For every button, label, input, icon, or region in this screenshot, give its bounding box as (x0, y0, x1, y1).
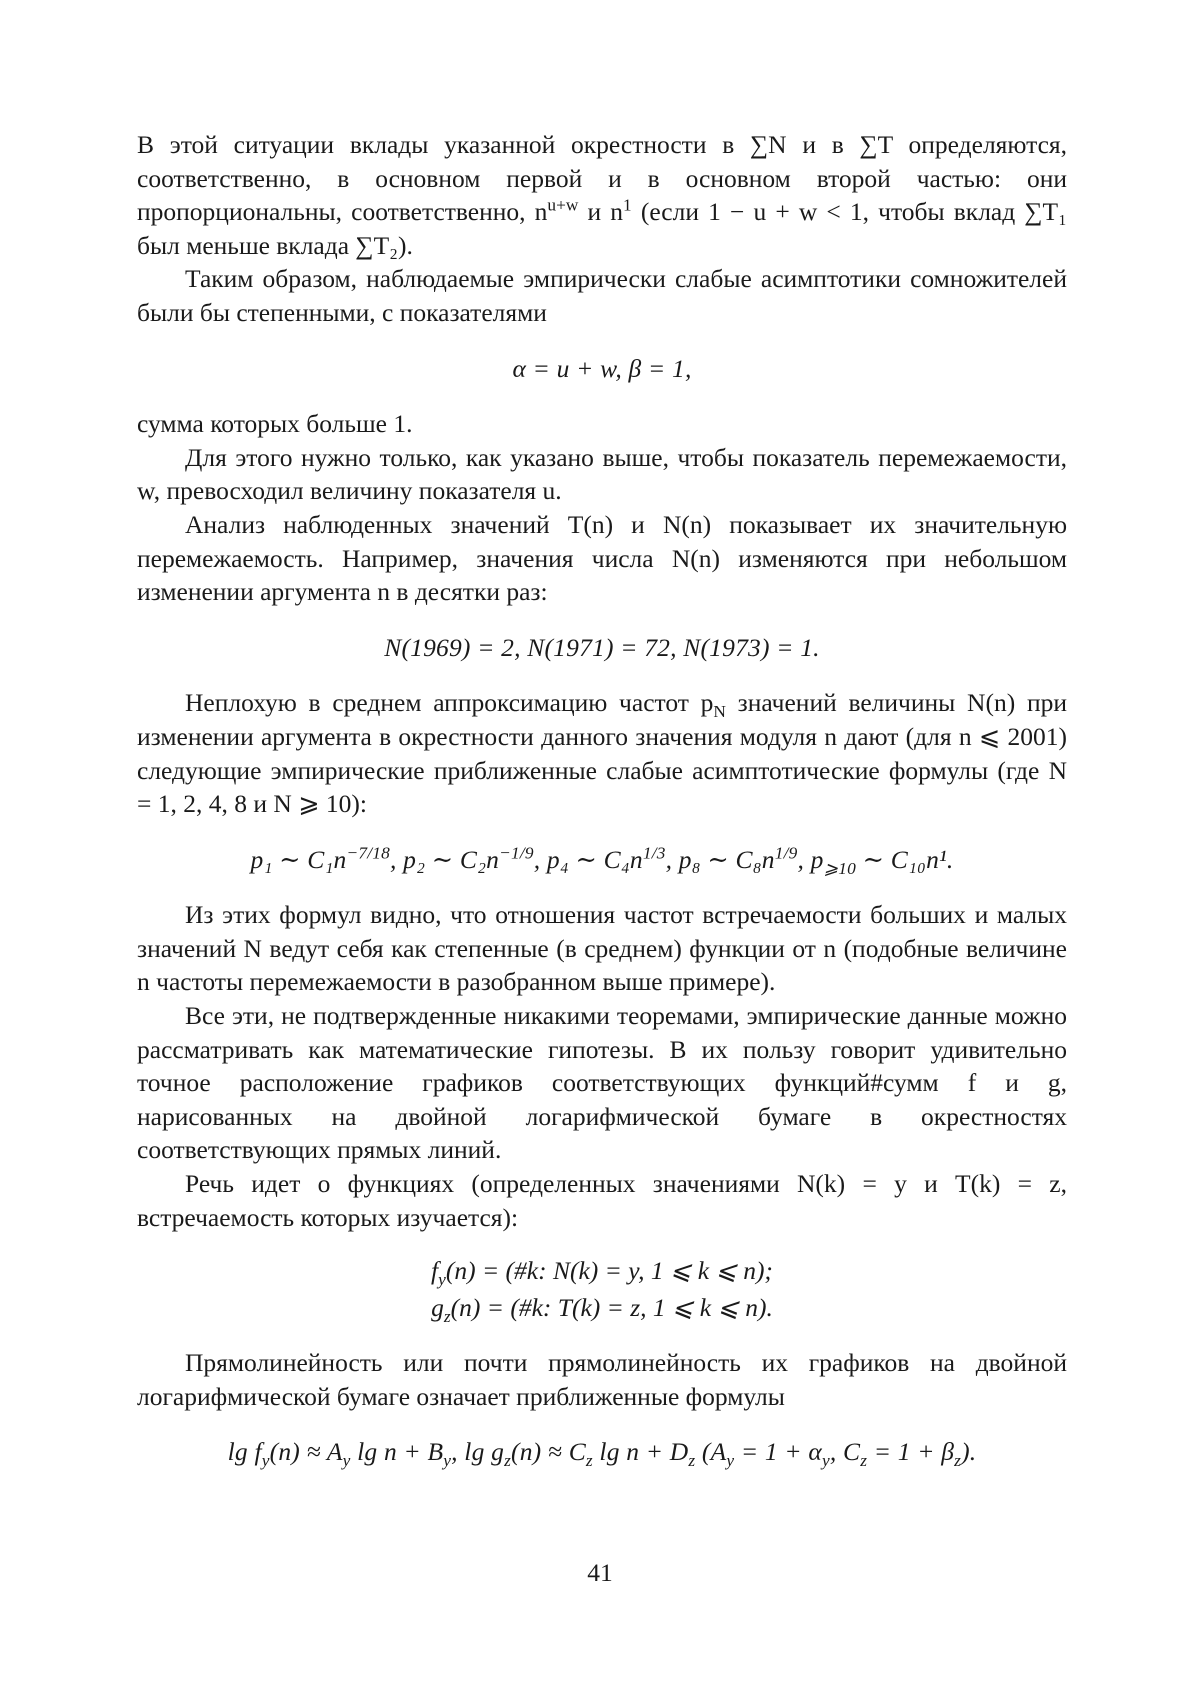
paragraph-6: Неплохую в среднем аппроксимацию частот $p_N$ значений величины N(n) при изменении аргумента в окрестности данного значения модуля n дают (для n ⩽ 2001) следующие эмпирические приближенные слабые асимптотические формулы (где N = 1, 2, 4, 8 и N ⩾ 10): (137, 688, 1067, 819)
page-number: 41 (587, 1558, 613, 1587)
paragraph-2: Таким образом, наблюдаемые эмпирически слабые асимптотики сомножителей были бы степенными, с показателями (137, 264, 1067, 327)
paragraph-1: В этой ситуации вклады указанной окрестности в ∑N и в ∑T определяются, соответственно, в основном первой и в основном второй частью: они пропорциональны, соответственно, $n^{u+w}$ и $n^1$ (если 1 − u + w < 1, чтобы вклад ∑T₁ был меньше вклада ∑T₂). (137, 130, 1067, 260)
paragraph-5: Анализ наблюденных значений T(n) и N(n) показывает их значительную перемежаемость. Например, значения числа N(n) изменяются при небольшом изменении аргумента n в десятки раз: (137, 509, 1067, 607)
equation-functions (137, 1252, 1067, 1326)
paragraph-7: Из этих формул видно, что отношения частот встречаемости больших и малых значений N ведут себя как степенные (в среднем) функции от n (подобные величине n частоты перемежаемости в разобранном выше примере). (137, 900, 1067, 997)
equation-log-formulas: $\lg f_y(n) \approx A_y$ $\lg n + B_y$, $\lg g_z(n) \approx C_z$ $\lg n + D_z$ ($A_y = 1 + \alpha_y$, $C_z = 1 + \beta_z$). (227, 1437, 977, 1471)
paragraph-4: Для этого нужно только, как указано выше, чтобы показатель перемежаемости, w, превосходил величину показателя u. (137, 442, 1067, 506)
equation-values: N(1969) = 2, N(1971) = 72, N(1973) = 1. (384, 632, 820, 662)
paragraph-9: Речь идет о функциях (определенных значениями N(k) = y и T(k) = z, встречаемость которых изучается): (137, 1169, 1067, 1232)
paragraph-3: сумма которых больше 1. (137, 409, 413, 439)
paragraph-10: Прямолинейность или почти прямолинейность их графиков на двойной логарифмической бумаге означает приближенные формулы (137, 1348, 1067, 1411)
equation-exponents: α = u + w, β = 1, (512, 353, 692, 383)
equation-frequencies: p₁ ∼ $C_1n^{-7/18}$, p₂ ∼ $C_2n^{-1/9}$, p₄ ∼ $C_4n^{1/3}$, p₈ ∼ $C_8n^{1/9}$, $p_{⩾10}$ ∼ C₁₀n¹. (250, 843, 954, 878)
paragraph-8: Все эти, не подтвержденные никакими теоремами, эмпирические данные можно рассматривать как математические гипотезы. В их пользу говорит удивительно точное расположение графиков соответствующих функций#сумм f и g, нарисованных на двойной логарифмической бумаге в окрестностях соответствующих прямых линий. (137, 1001, 1067, 1165)
equation-g: $g_z(n)$ = (#k: T(k) = z, 1 ⩽ k ⩽ n). (431, 1293, 773, 1327)
equation-f: $f_y(n)$ = (#k: N(k) = y, 1 ⩽ k ⩽ n); (431, 1256, 773, 1290)
